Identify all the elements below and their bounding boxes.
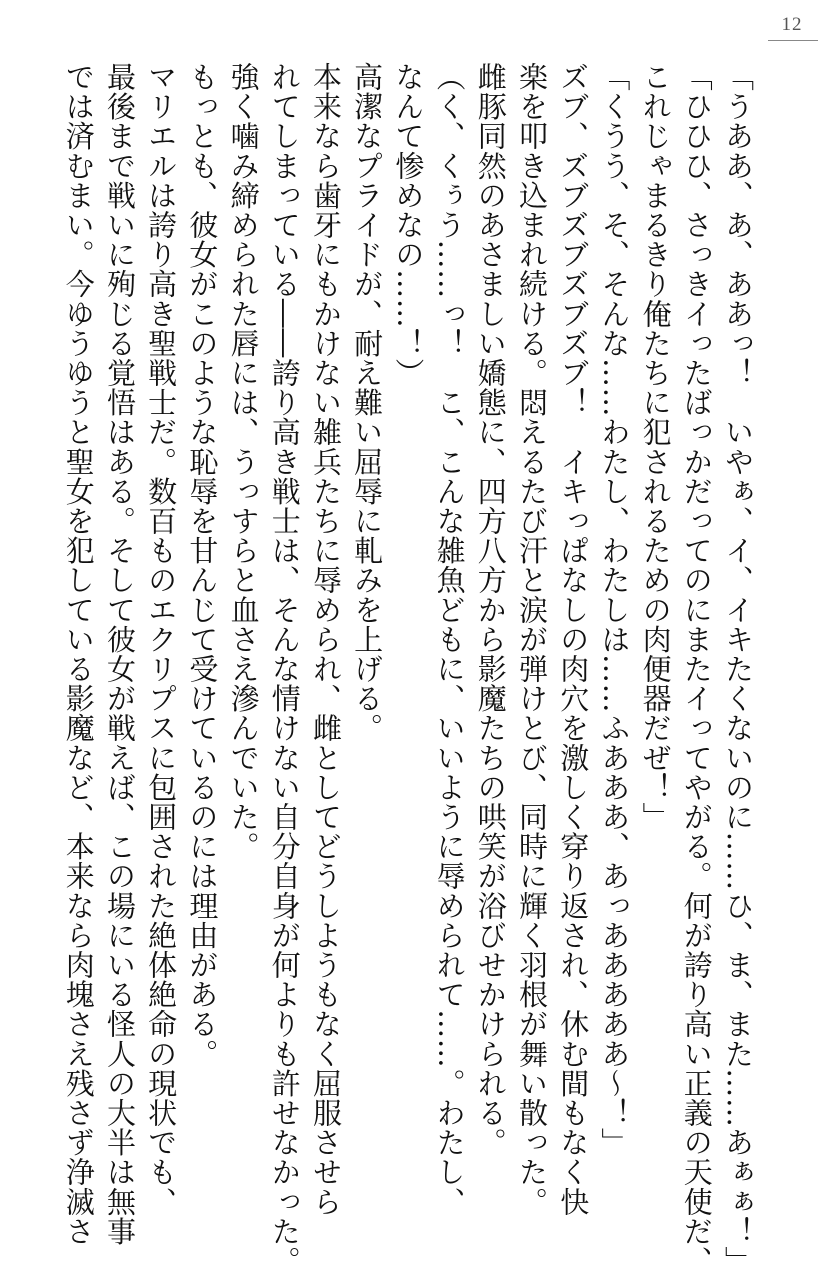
text-line: 本来なら歯牙にもかけない雑兵たちに辱められ、雌としてどうしようもなく屈服させら <box>308 62 343 1217</box>
text-line: 雌豚同然のあさましい嬌態に、四方八方から影魔たちの哄笑が浴びせかけられる。 <box>473 62 508 1158</box>
text-line: 楽を叩き込まれ続ける。悶えるたび汗と涙が弾けとび、同時に輝く羽根が舞い散った。 <box>514 62 549 1217</box>
text-line: マリエルは誇り高き聖戦士だ。数百ものエクリプスに包囲された絶体絶命の現状でも、 <box>144 62 179 1217</box>
text-line: （く、くぅう……っ！ こ、こんな雑魚どもに、いいように辱められて……。わたし、 <box>432 62 467 1217</box>
text-line: 最後まで戦いに殉じる覚悟はある。そして彼女が戦えば、この場にいる怪人の大半は無事 <box>102 62 137 1246</box>
text-line: 強く噛み締められた唇には、うっすらと血さえ滲んでいた。 <box>226 62 261 862</box>
text-line: ズブ、ズブズブズブズブ！ イキっぱなしの肉穴を激しく穿り返され、休む間もなく快 <box>556 62 591 1217</box>
text-line: 「くうう、そ、そんな……わたし、わたしは……ふあああ、あっあああああ～！」 <box>597 62 632 1158</box>
page-number-rule <box>768 40 818 41</box>
text-line: れてしまっている――誇り高き戦士は、そんな情けない自分自身が何よりも許せなかった。 <box>267 62 302 1276</box>
text-line: では済むまい。今ゆうゆうと聖女を犯している影魔など、本来なら肉塊さえ残さず浄滅さ <box>61 62 96 1246</box>
text-line: なんて惨めなの……！） <box>391 62 426 388</box>
text-line: これじゃまるきり俺たちに犯されるための肉便器だぜ！」 <box>638 62 673 832</box>
text-line: 高潔なプライドが、耐え難い屈辱に軋みを上げる。 <box>350 62 385 743</box>
novel-text-column <box>61 62 758 1276</box>
page-number: 12 <box>781 14 803 35</box>
text-line: 「うああ、あ、ああっ！ いやぁ、イ、イキたくないのに……ひ、ま、また……あぁぁ！」 <box>721 62 755 1276</box>
text-line: もっとも、彼女がこのような恥辱を甘んじて受けているのには理由がある。 <box>185 62 220 1069</box>
text-line: 「ひひひ、さっきイったばっかだってのにまたイってやがる。何が誇り高い正義の天使だ、 <box>679 62 714 1276</box>
